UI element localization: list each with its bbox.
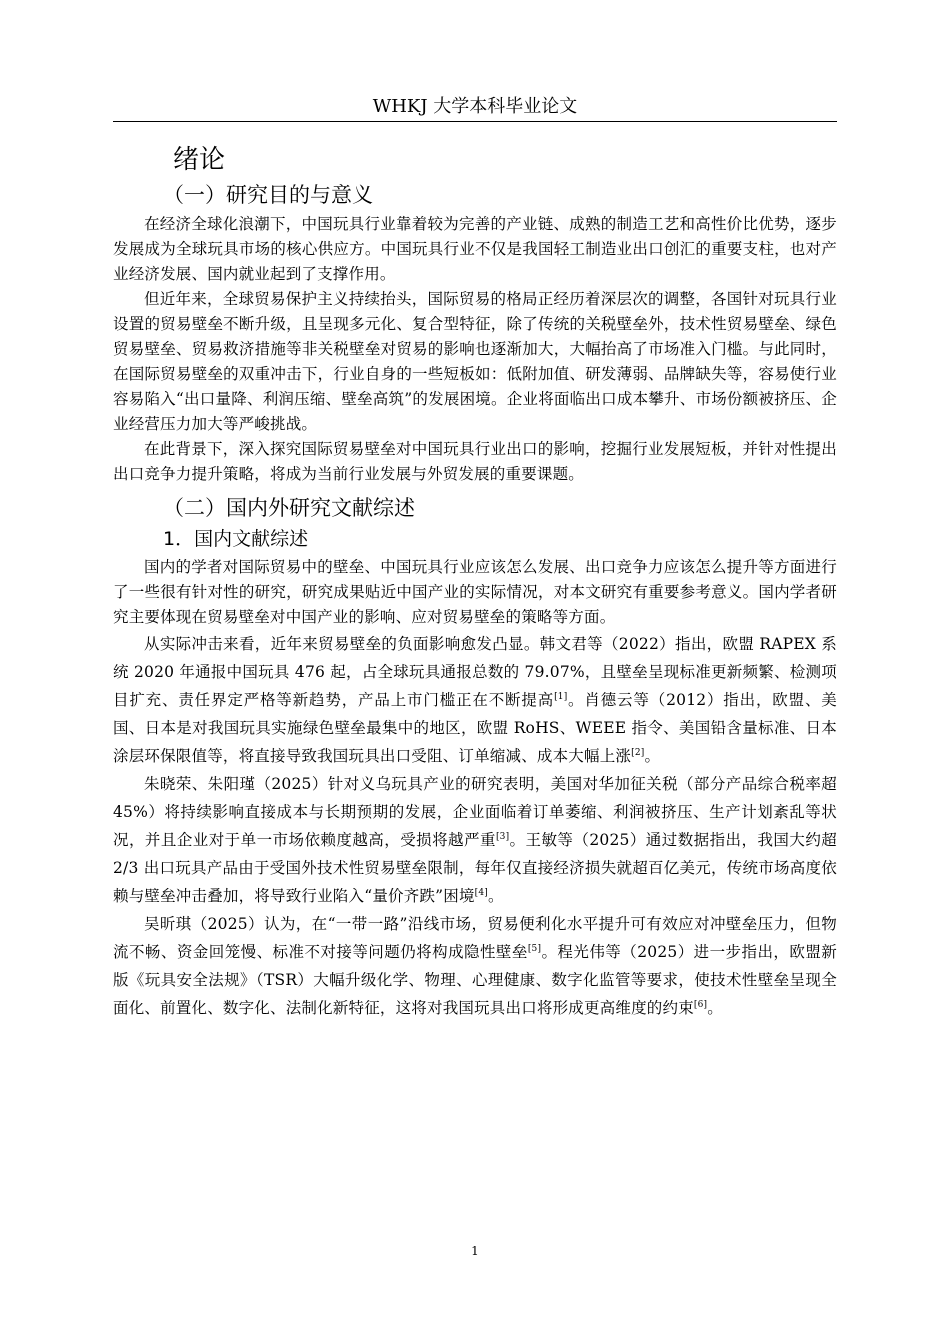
section-title-purpose: （一）研究目的与意义 <box>163 183 373 207</box>
page-number: 1 <box>471 1244 479 1258</box>
paragraph-text: 。程光伟等（2025）进一步指出，欧盟新版《玩具安全法规》（TSR）大幅升级化学、物理、心理健康、数字化监管等要求，使技术性壁垒呈现全面化、前置化、数字化、法制化新特征，这将对我国玩具出口将形成更高维度的约束 <box>113 943 837 1017</box>
section-title-literature: （二）国内外研究文献综述 <box>163 496 415 520</box>
paragraph: 在此背景下，深入探究国际贸易壁垒对中国玩具行业出口的影响，挖掘行业发展短板，并针对性提出出口竞争力提升策略，将成为当前行业发展与外贸发展的重要课题。 <box>113 440 837 483</box>
paragraph-text: 吴昕琪（2025）认为，在“一带一路”沿线市场，贸易便利化水平提升可有效应对冲壁垒压力，但物流不畅、资金回笼慢、标准不对接等问题仍将构成隐性壁垒 <box>113 915 837 961</box>
citation: [4] <box>474 888 489 898</box>
paragraph: 国内的学者对国际贸易中的壁垒、中国玩具行业应该怎么发展、出口竞争力应该怎么提升等方面进行了一些很有针对性的研究，研究成果贴近中国产业的实际情况，对本文研究有重要参考意义。国内学者研究主要体现在贸易壁垒对中国产业的影响、应对贸易壁垒的策略等方面。 <box>113 558 837 626</box>
paragraph-text: 。王敏等（2025）通过数据指出，我国大约超 2/3 出口玩具产品由于受国外技术性贸易壁垒限制，每年仅直接经济损失就超百亿美元，传统市场高度依赖与壁垒冲击叠加，将导致行业陷入“量价齐跌”困境 <box>113 831 837 905</box>
header-divider <box>113 121 837 122</box>
paragraph-text: 。 <box>488 887 504 905</box>
document-body <box>113 140 837 1022</box>
paragraph-text: 从实际冲击来看，近年来贸易壁垒的负面影响愈发凸显。韩文君等（2022）指出，欧盟 RAPEX 系统 2020 年通报中国玩具 476 起，占全球玩具通报总数的 79.07%，且壁垒呈现标准更新频繁、检测项目扩充、责任界定严格等新趋势，产品上市门槛正在不断提高 <box>113 635 837 709</box>
paragraph <box>113 770 837 910</box>
citation: [5] <box>527 944 542 954</box>
paragraph-text: 。 <box>707 999 723 1017</box>
page-header: WHKJ 大学本科毕业论文 <box>372 96 578 117</box>
subsection-title-domestic: 1．国内文献综述 <box>163 528 309 550</box>
citation: [2] <box>631 748 645 758</box>
citation: [3] <box>495 832 510 842</box>
paragraph-text: 朱晓荣、朱阳瑾（2025）针对义乌玩具产业的研究表明，美国对华加征关税（部分产品综合税率超 45%）将持续影响直接成本与长期预期的发展，企业面临着订单萎缩、利润被挤压、生产计划紊乱等状况，并且企业对于单一市场依赖度越高，受损将越严重 <box>113 775 837 849</box>
paragraph-text: 。肖德云等（2012）指出，欧盟、美国、日本是对我国玩具实施绿色壁垒最集中的地区，欧盟 RoHS、WEEE 指令、美国铅含量标准、日本涂层环保限值等，将直接导致我国玩具出口受阻、订单缩减、成本大幅上涨 <box>113 691 837 765</box>
paragraph-text: 。 <box>644 747 661 765</box>
chapter-title: 绪论 <box>173 145 226 175</box>
citation: [1] <box>554 692 568 702</box>
paragraph <box>113 910 837 1022</box>
paragraph: 在经济全球化浪潮下，中国玩具行业靠着较为完善的产业链、成熟的制造工艺和高性价比优势，逐步发展成为全球玩具市场的核心供应方。中国玩具行业不仅是我国轻工制造业出口创汇的重要支柱，也对产业经济发展、国内就业起到了支撑作用。 <box>113 215 837 283</box>
paragraph <box>113 630 837 770</box>
paragraph: 但近年来，全球贸易保护主义持续抬头，国际贸易的格局正经历着深层次的调整，各国针对玩具行业设置的贸易壁垒不断升级，且呈现多元化、复合型特征，除了传统的关税壁垒外，技术性贸易壁垒、绿色贸易壁垒、贸易救济措施等非关税壁垒对贸易的影响也逐渐加大，大幅抬高了市场准入门槛。与此同时，在国际贸易壁垒的双重冲击下，行业自身的一些短板如：低附加值、研发薄弱、品牌缺失等，容易使行业容易陷入“出口量降、利润压缩、壁垒高筑”的发展困境。企业将面临出口成本攀升、市场份额被挤压、企业经营压力加大等严峻挑战。 <box>113 290 837 433</box>
citation: [6] <box>693 1000 708 1010</box>
